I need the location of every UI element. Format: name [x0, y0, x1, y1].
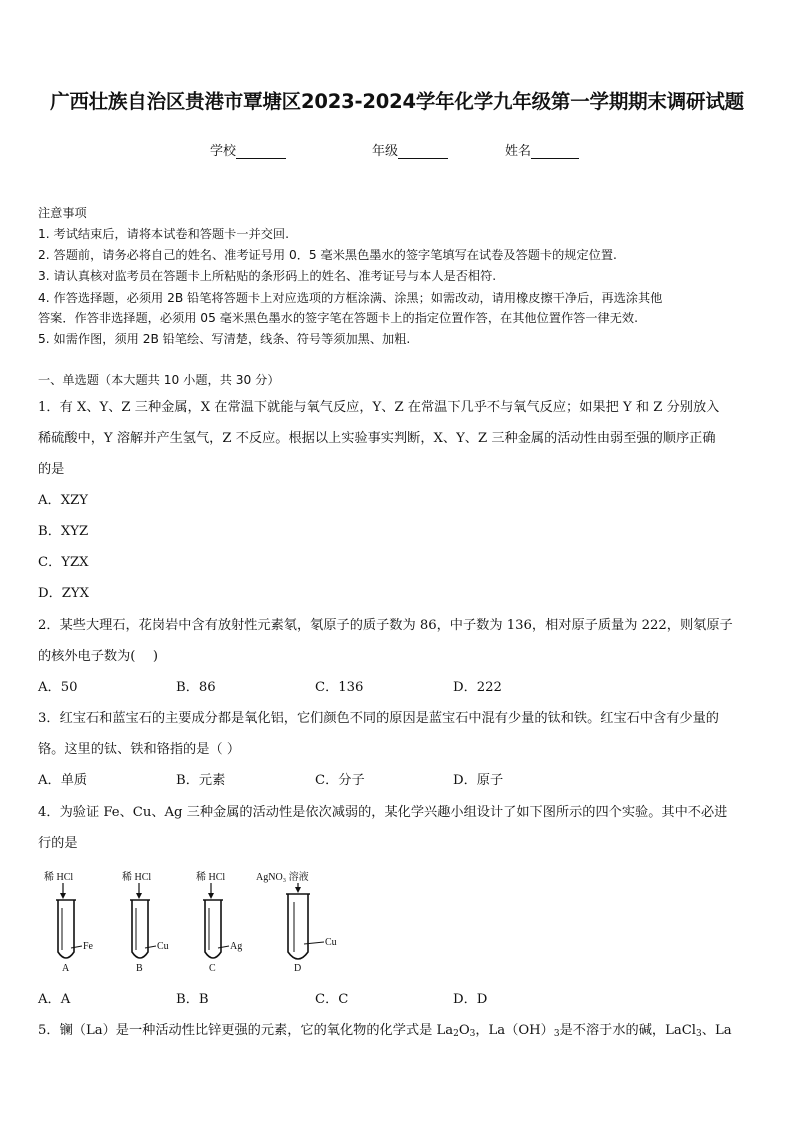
page-title: 广西壮族自治区贵港市覃塘区2023-2024学年化学九年级第一学期期末调研试题 — [50, 90, 744, 113]
grade-label: 年级 — [372, 144, 399, 159]
tube-d-metal: Cu — [325, 937, 337, 948]
q5-text: 5．镧（La）是一种活动性比锌更强的元素，它的氧化物的化学式是 La — [38, 1023, 454, 1038]
question-1-line: 稀硫酸中，Y 溶解并产生氢气，Z 不反应。根据以上实验事实判断，X、Y、Z 三种金属的活动性由弱至强的顺序正确 — [38, 431, 716, 446]
tube-c-label: C — [209, 963, 216, 974]
tube-b-reagent: 稀 HCl — [122, 872, 152, 883]
q1-option-a[interactable]: A．XZY — [38, 493, 88, 508]
notice-item: 5. 如需作图，须用 2B 铅笔绘、写清楚，线条、符号等须加黑、加粗. — [38, 332, 411, 346]
question-4-line: 行的是 — [38, 836, 78, 851]
name-field[interactable] — [505, 140, 579, 159]
question-1-line: 1．有 X、Y、Z 三种金属，X 在常温下就能与氧气反应，Y、Z 在常温下几乎不与氧气反应；如果把 Y 和 Z 分别放入 — [38, 400, 720, 415]
tube-d-label: D — [294, 963, 302, 974]
notice-item: 2. 答题前，请务必将自己的姓名、准考证号用 0．5 毫米黑色墨水的签字笔填写在试卷及答题卡的规定位置. — [38, 248, 617, 262]
q5-text: ，La（OH） — [475, 1023, 554, 1038]
school-label: 学校 — [210, 144, 237, 159]
school-field[interactable] — [210, 140, 286, 159]
q5-sub: 3 — [553, 1029, 560, 1039]
q3-option-d[interactable]: D．原子 — [453, 773, 504, 788]
notice-item: 答案．作答非选择题，必须用 05 毫米黑色墨水的签字笔在答题卡上的指定位置作答，在其他位置作答一律无效. — [38, 311, 638, 325]
tube-b-metal: Cu — [157, 941, 169, 952]
question-3-line: 3．红宝石和蓝宝石的主要成分都是氧化铝，它们颜色不同的原因是蓝宝石中混有少量的钛和铁。红宝石中含有少量的 — [38, 711, 719, 726]
name-blank[interactable] — [531, 145, 579, 159]
tube-b-label: B — [136, 963, 143, 974]
q1-option-d[interactable]: D．ZYX — [38, 586, 90, 601]
question-2-line: 的核外电子数为( ) — [38, 649, 158, 664]
tube-a-reagent: 稀 HCl — [44, 872, 74, 883]
q4-option-a[interactable]: A．A — [38, 992, 71, 1007]
q5-sub: 2 — [453, 1029, 459, 1039]
tube-c-reagent: 稀 HCl — [196, 872, 226, 883]
q5-sub: 3 — [696, 1029, 702, 1039]
grade-blank[interactable] — [398, 145, 448, 159]
test-tube-figure — [30, 868, 350, 978]
q2-option-a[interactable]: A．50 — [38, 680, 78, 695]
name-label: 姓名 — [505, 144, 532, 159]
q3-option-c[interactable]: C．分子 — [315, 773, 365, 788]
q4-option-b[interactable]: B．B — [176, 992, 209, 1007]
section-heading: 一、单选题（本大题共 10 小题，共 30 分） — [38, 373, 280, 387]
notice-heading: 注意事项 — [38, 206, 87, 220]
notice-item: 3. 请认真核对监考员在答题卡上所粘贴的条形码上的姓名、准考证号与本人是否相符. — [38, 269, 497, 283]
tube-d-reagent: AgNO₃ 溶液 — [256, 872, 309, 883]
q4-option-d[interactable]: D．D — [453, 992, 488, 1007]
tube-a-label: A — [62, 963, 70, 974]
question-3-line: 铬。这里的钛、铁和铬指的是（ ） — [38, 742, 241, 757]
q5-text: 是不溶于水的碱，LaCl — [559, 1023, 697, 1038]
q2-option-d[interactable]: D．222 — [453, 680, 502, 695]
notice-item: 1. 考试结束后，请将本试卷和答题卡一并交回. — [38, 227, 289, 241]
notice-item: 4. 作答选择题，必须用 2B 铅笔将答题卡上对应选项的方框涂满、涂黑；如需改动，请用橡皮擦干净后，再选涂其他 — [38, 291, 663, 305]
q5-sub: 3 — [469, 1029, 476, 1039]
q1-option-c[interactable]: C．YZX — [38, 555, 89, 570]
school-blank[interactable] — [236, 145, 286, 159]
q2-option-b[interactable]: B．86 — [176, 680, 216, 695]
q4-option-c[interactable]: C．C — [315, 992, 349, 1007]
q3-option-b[interactable]: B．元素 — [176, 773, 226, 788]
question-1-line: 的是 — [38, 462, 65, 477]
q5-text: O — [458, 1023, 470, 1038]
question-2-line: 2．某些大理石，花岗岩中含有放射性元素氡，氡原子的质子数为 86，中子数为 136，相对原子质量为 222，则氡原子 — [38, 618, 733, 633]
question-4-line: 4．为验证 Fe、Cu、Ag 三种金属的活动性是依次减弱的，某化学兴趣小组设计了如下图所示的四个实验。其中不必进 — [38, 805, 728, 820]
question-5-line — [38, 1019, 732, 1038]
q1-option-b[interactable]: B．XYZ — [38, 524, 89, 539]
q5-text: 、La — [701, 1023, 732, 1038]
tube-a-metal: Fe — [83, 941, 93, 952]
grade-field[interactable] — [372, 140, 448, 159]
tube-c-metal: Ag — [230, 941, 243, 952]
q3-option-a[interactable]: A．单质 — [38, 773, 88, 788]
q2-option-c[interactable]: C．136 — [315, 680, 364, 695]
